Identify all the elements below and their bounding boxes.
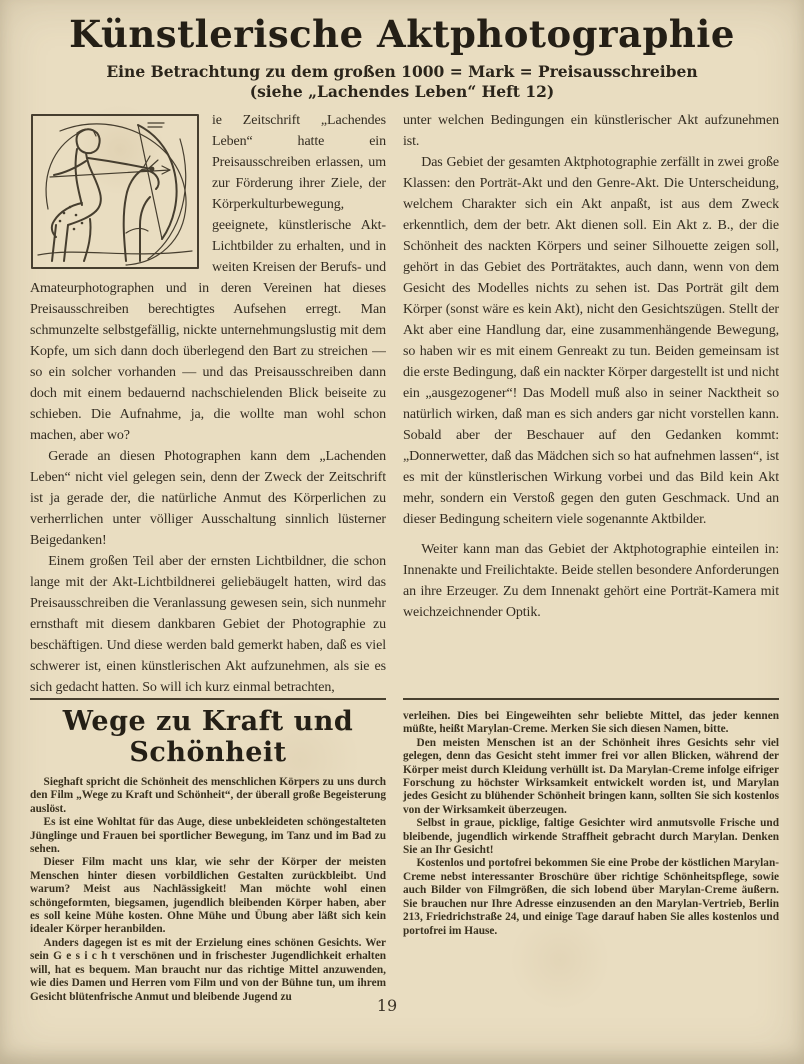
subtitle-line-1: Eine Betrachtung zu dem großen 1000 = Mark = Preisausschreiben — [106, 62, 698, 81]
article1-paragraph: unter welchen Bedingungen ein künstlerischer Akt aufzunehmen ist. — [403, 113, 779, 149]
artist-signature-mark — [148, 123, 164, 127]
page-number: 19 — [376, 996, 398, 1015]
article1-paragraph: Das Gebiet der gesamten Aktphotographie zerfällt in zwei große Klassen: den Porträt-Akt und den Genre-Akt. Die Unterscheidung, welchem Charakter sich ein Akt anpaßt, ist aus dem Zweck erkenntlich, dem der betr. Akt dienen soll. Ein Akt z. B., der die Schönheit des nackten Körpers und seiner Silhouette zeigen soll, gehört in das Gebiet des Porträtaktes, auch dann, wenn von dem Gesicht des Modelles nichts zu sehen ist. Das Porträt gilt dem Körper (sonst wäre es kein Akt), nicht den Gesichtszügen. Stellt der Akt aber eine Handlung dar, eine zusammenhängende Bewegung, so haben wir es mit einem Genreakt zu tun. Beiden gemeinsam ist die erste Bedingung, daß ein nackter Körper dargestellt ist und nicht ein „ausgezogener“! Das Modell muß also in seiner Nacktheit so natürlich wirken, daß man es sich anders gar nicht vorstellen kann. Sobald aber der Beschauer auf den Gedanken kommt: „Donnerwetter, daß das Mädchen sich so hat aufnehmen lassen“, ist es mit der künstlerischen Wirkung vorbei und das Bild kein Akt mehr, sondern ein Verstoß gegen den guten Geschmack. Und an dieser Bedingung scheitern viele sogenannte Aktbilder. — [403, 155, 779, 527]
article1-paragraph: Gerade an diesen Photographen kann dem „Lachenden Leben“ nicht viel gelegen sein, denn der Zweck der Zeitschrift ist ja gerade der, die natürliche Anmut des Körperlichen zu verherrlichen unter völliger Ausschaltung sinnlich lüsterner Beigedanken! — [30, 449, 386, 548]
left-column — [30, 110, 386, 1004]
article1-left-text — [30, 110, 386, 694]
article2-right — [403, 706, 779, 938]
centaur-archer-illustration — [30, 113, 200, 271]
article2-paragraph: Sieghaft spricht die Schönheit des menschlichen Körpers zu uns durch den Film „Wege zu Kraft und Schönheit“, der überall große Begeisterung auslöst. — [30, 776, 386, 815]
article1-paragraph: ie Zeitschrift „Lachendes Leben“ hatte ein Preisausschreiben erlassen, um zur Förderung ihrer Ziele, der Körperkulturbewegung, geeignete, künstlerische Akt-Lichtbilder zu erhalten, und in weiten Kreisen der Berufs- und Amateurphotographen und in deren Vereinen hat dieses Preisausschreiben berechtigtes Aufsehen erregt. Man schmunzelte selbstgefällig, nickte unternehmungslustig mit dem Kopfe, um sich dann doch überlegend den Bart zu streichen — so ein solcher vorhanden — und das Preisausschreiben dann doch mit einem bedauernd nachschielenden Blick beiseite zu schieben. Die Aufnahme, ja, die wollte man wohl schon machen, aber wo? — [30, 113, 386, 443]
article1-header — [0, 0, 804, 102]
article2-paragraph: Dieser Film macht uns klar, wie sehr der Körper der meisten Menschen hinter diesen vorbildlichen Gestalten zurückbleibt. Und warum? Meist aus Nachlässigkeit! Man möchte wohl einen schöngeformten, biegsamen, jugendlich bleibenden Körper haben, aber es soll keine Mühe kosten. Ohne Mühe und Übung aber läßt sich kein idealer Körper heranbilden. — [30, 856, 386, 936]
centaur-archer-drawing — [30, 113, 200, 271]
article1-right-text — [403, 110, 779, 694]
article2-paragraph: Den meisten Menschen ist an der Schönheit ihres Gesichts sehr viel gelegen, denn das Gesicht steht immer frei vor allen Blicken, während der Körper meist durch Kleidung verhüllt ist. Da Marylan-Creme infolge eifriger Forschung zu höchster Wirksamkeit entwickelt worden ist, und Marylan jedes Gesicht zu blühender Schönheit bringen kann, sollten Sie sich kostenlos von der Wirksamkeit überzeugen. — [403, 736, 779, 816]
article2-title: Wege zu Kraft und Schönheit — [62, 706, 354, 768]
article2-paragraph: verleihen. Dies bei Eingeweihten sehr beliebte Mittel, das jeder kennen müßte, heißt Marylan-Creme. Merken Sie sich diesen Namen, bitte. — [403, 710, 779, 736]
subtitle-line-2: (siehe „Lachendes Leben“ Heft 12) — [249, 82, 555, 101]
article1-paragraph: Weiter kann man das Gebiet der Aktphotographie einteilen in: Innenakte und Freilichtakte. Beide stellen besondere Anforderungen an ihre Erzeuger. Zu dem Innenakt gehört eine Porträt-Kamera mit weichzeichnender Optik. — [403, 542, 779, 620]
article2-paragraph: Selbst in graue, picklige, faltige Gesichter wird anmutsvolle Frische und bleibende, jugendlich wirkende Straffheit gebracht durch Marylan. Denken Sie an Ihr Gesicht! — [403, 817, 779, 857]
section-divider-left — [30, 698, 386, 700]
article2-paragraph: Anders dagegen ist es mit der Erzielung eines schönen Gesichts. Wer sein G e s i c h t verschönen und in frischester Jugendlichkeit erhalten will, hat es bequem. Man braucht nur das richtige Mittel anzuwenden, wie dies Damen und Herren vom Film und von der Bühne tun, um ihrem Gesicht blütenfrische Anmut und bleibende Jugend zu — [30, 936, 386, 1003]
page-title: Künstlerische Aktphotographie — [69, 12, 735, 56]
article2-paragraph: Kostenlos und portofrei bekommen Sie eine Probe der köstlichen Marylan-Creme nebst interessanter Broschüre über richtige Schönheitspflege, sowie auch Bilder von Filmgrößen, die sich lobend über Marylan-Creme äußern. Sie brauchen nur Ihre Adresse einzusenden an den Marylan-Vertrieb, Berlin 213, Friedrichstraße 24, und einige Tage darauf haben Sie alles kostenlos und portofrei im Hause. — [403, 857, 779, 937]
section-divider-right — [403, 698, 779, 700]
article2-left — [30, 706, 386, 1004]
article1-paragraph: Einem großen Teil aber der ernsten Lichtbildner, die schon lange mit der Akt-Lichtbildnerei geliebäugelt hatten, wird das Preisausschreiben die Veranlassung gewesen sein, sich nunmehr ernsthaft mit diesem dankbaren Gebiet der Photographie zu beschäftigen. Und diese werden bald gemerkt haben, daß es viel schwerer ist, einen künstlerischen Akt aufzunehmen, als sie es sich gedacht hatten. So will ich kurz einmal betrachten, — [30, 554, 386, 694]
two-column-layout — [0, 102, 804, 1004]
right-column — [403, 110, 779, 1004]
article2-paragraph: Es ist eine Wohltat für das Auge, diese unbekleideten schöngestalteten Jünglinge und Frauen bei sportlicher Bewegung, im Tanz und im Bad zu sehen. — [30, 816, 386, 856]
